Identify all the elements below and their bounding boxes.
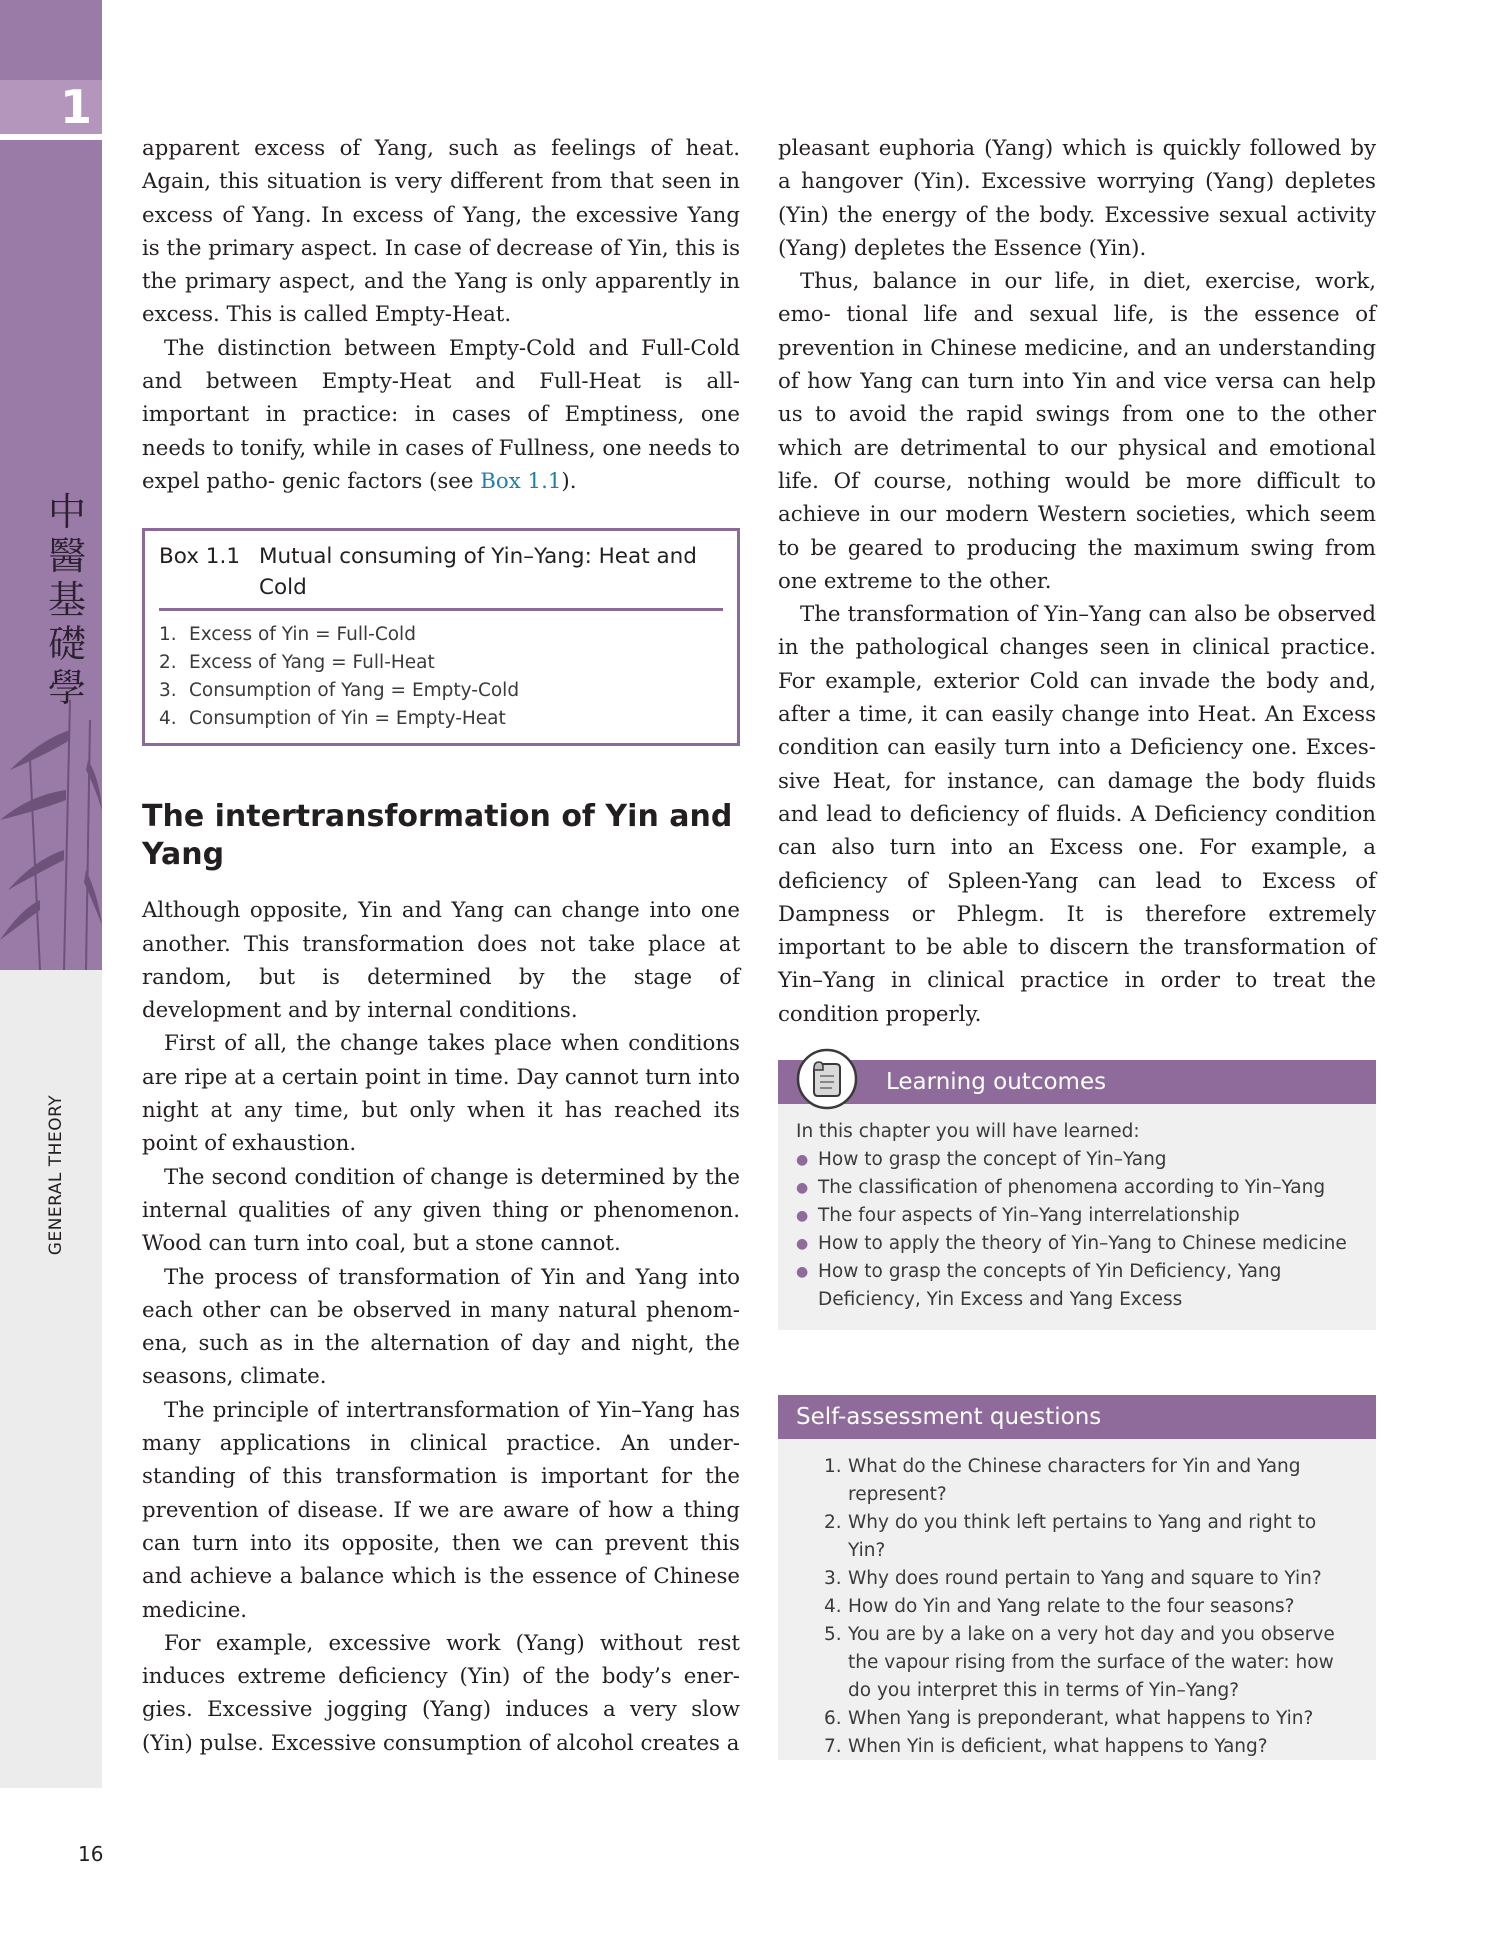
list-item	[796, 1230, 1358, 1258]
question-number: 7.	[824, 1736, 842, 1757]
question-number: 5.	[824, 1624, 842, 1645]
question-item	[824, 1621, 1358, 1705]
paragraph: Although opposite, Yin and Yang can change into one another. This transformation does not take place at random, but is determined by the stage of development and by internal conditions.	[142, 898, 740, 1024]
calligraphy-char: 基	[47, 578, 86, 622]
paragraph-text: ).	[561, 468, 577, 494]
question-text: You are by a lake on a very hot day and you observe the vapour rising from the surface of the water: how do you interpret this in terms of Yin–Yang?	[848, 1624, 1335, 1701]
question-text: How do Yin and Yang relate to the four seasons?	[848, 1596, 1295, 1617]
question-item	[824, 1593, 1358, 1621]
bullet-icon: ●	[796, 1264, 809, 1280]
list-item-text: How to grasp the concepts of Yin Deficiency, Yang Deficiency, Yin Excess and Yang Excess	[818, 1261, 1282, 1310]
paragraph: The transformation of Yin–Yang can also be observed in the pathological changes seen in clinical practice. For example, exterior Cold can invade the body and, after a time, it can easily change into Heat. An Excess condition can easily turn into a Deficiency one. Exces- sive Heat, for instance, can damage the body fluids and lead to deficiency of fluids. A Deficiency condition can also turn into an Excess one. For example, a deficiency of Spleen-Yang can lead to Excess of Dampness or Phlegm. It is therefore extremely important to be able to discern the transformation of Yin–Yang in clinical practice in order to treat the condition properly.	[778, 602, 1376, 1027]
box-list-item	[159, 621, 723, 649]
box-title	[159, 541, 723, 603]
left-column	[142, 132, 740, 1760]
list-item	[796, 1146, 1358, 1174]
calligraphy-char: 醫	[47, 534, 86, 578]
paragraph: apparent excess of Yang, such as feelings of heat. Again, this situation is very different from that seen in excess of Yang. In excess of Yang, the excessive Yang is the primary aspect. In case of decrease of Yin, this is the primary aspect, and the Yang is only apparently in excess. This is called Empty-Heat.	[142, 136, 740, 328]
learning-outcomes-panel	[778, 1060, 1376, 1330]
calligraphy-char: 礎	[47, 622, 86, 666]
item-number: 3.	[159, 680, 177, 702]
paragraph: The process of transformation of Yin and Yang into each other can be observed in many natural phenom- ena, such as in the alternation of day and night, the seasons, climate.	[142, 1264, 740, 1390]
calligraphy-title	[44, 490, 90, 710]
list-item	[796, 1202, 1358, 1230]
bullet-icon: ●	[796, 1152, 809, 1168]
paragraph-text: The distinction between Empty-Cold and Full-Cold and between Empty-Heat and Full-Heat is all-important in practice: in cases of Emptiness, one needs to tonify, while in cases of Fullness, one needs to expel patho- genic factors (see	[142, 335, 740, 494]
list-item-text: How to apply the theory of Yin–Yang to Chinese medicine	[818, 1233, 1347, 1254]
question-number: 1.	[824, 1456, 842, 1477]
box-title-text: Mutual consuming of Yin–Yang: Heat and Cold	[259, 544, 697, 601]
learning-outcomes-body	[778, 1104, 1376, 1314]
bamboo-illustration	[0, 700, 102, 970]
box-list-item	[159, 705, 723, 733]
box-divider	[159, 608, 723, 611]
paragraph: The principle of intertransformation of Yin–Yang has many applications in clinical practice. An under- standing of this transformation is important for the prevention of disease. If we are aware of how a thing can turn into its opposite, then we can prevent this and achieve a balance which is the essence of Chinese medicine.	[142, 1397, 740, 1623]
question-text: What do the Chinese characters for Yin and Yang represent?	[848, 1456, 1301, 1505]
self-assessment-title: Self-assessment questions	[796, 1404, 1102, 1430]
paragraph	[142, 332, 740, 498]
question-number: 4.	[824, 1596, 842, 1617]
right-column	[778, 132, 1376, 1031]
box-list-item	[159, 649, 723, 677]
box-1-1	[142, 528, 740, 746]
item-text: Excess of Yang = Full-Heat	[189, 652, 435, 674]
box-reference-link[interactable]: Box 1.1	[480, 468, 562, 494]
calligraphy-char: 中	[47, 490, 86, 534]
learning-outcomes-header	[778, 1060, 1376, 1104]
question-number: 2.	[824, 1512, 842, 1533]
item-number: 4.	[159, 708, 177, 730]
calligraphy-char: 學	[47, 666, 86, 710]
self-assessment-header	[778, 1395, 1376, 1439]
bullet-icon: ●	[796, 1208, 809, 1224]
learning-outcomes-list	[796, 1146, 1358, 1314]
question-list	[796, 1453, 1358, 1761]
list-item	[796, 1258, 1358, 1314]
item-text: Excess of Yin = Full-Cold	[189, 624, 416, 646]
self-assessment-body	[778, 1439, 1376, 1761]
box-number: Box 1.1	[159, 544, 240, 570]
self-assessment-panel	[778, 1395, 1376, 1760]
list-item-text: The classification of phenomena according to Yin–Yang	[818, 1177, 1326, 1198]
paragraph: Thus, balance in our life, in diet, exercise, work, emo- tional life and sexual life, is the essence of prevention in Chinese medicine, and an understanding of how Yang can turn into Yin and vice versa can help us to avoid the rapid swings from one to the other which are detrimental to our physical and emotional life. Of course, nothing would be more difficult to achieve in our modern Western societies, which seem to be geared to producing the maximum swing from one extreme to the other.	[778, 269, 1376, 594]
list-item	[796, 1174, 1358, 1202]
list-item-text: How to grasp the concept of Yin–Yang	[818, 1149, 1167, 1170]
question-item	[824, 1453, 1358, 1509]
learning-outcomes-intro: In this chapter you will have learned:	[796, 1121, 1140, 1142]
paragraph: The second condition of change is determined by the internal qualities of any given thing or phenomenon. Wood can turn into coal, but a stone cannot.	[142, 1164, 740, 1257]
box-list	[159, 621, 723, 733]
box-list-item	[159, 677, 723, 705]
sidebar-lower-band	[0, 970, 102, 1788]
section-heading: The intertransformation of Yin and Yang	[142, 799, 733, 873]
scroll-icon	[796, 1048, 858, 1110]
question-item	[824, 1565, 1358, 1593]
question-item	[824, 1705, 1358, 1733]
question-item	[824, 1733, 1358, 1761]
paragraph: For example, excessive work (Yang) without rest induces extreme deficiency (Yin) of the body’s ener- gies. Excessive jogging (Yang) induces a very slow (Yin) pulse. Excessive consumption of alcohol creates a	[142, 1630, 740, 1756]
question-number: 3.	[824, 1568, 842, 1589]
question-text: Why does round pertain to Yang and square to Yin?	[848, 1568, 1322, 1589]
question-number: 6.	[824, 1708, 842, 1729]
list-item-text: The four aspects of Yin–Yang interrelationship	[818, 1205, 1240, 1226]
item-text: Consumption of Yin = Empty-Heat	[189, 708, 506, 730]
bullet-icon: ●	[796, 1236, 809, 1252]
item-number: 2.	[159, 652, 177, 674]
paragraph: First of all, the change takes place when conditions are ripe at a certain point in time. Day cannot turn into night at any time, but only when it has reached its point of exhaustion.	[142, 1031, 740, 1157]
question-text: Why do you think left pertains to Yang and right to Yin?	[848, 1512, 1317, 1561]
paragraph: pleasant euphoria (Yang) which is quickly followed by a hangover (Yin). Excessive worrying (Yang) depletes (Yin) the energy of the body. Excessive sexual activity (Yang) depletes the Essence (Yin).	[778, 136, 1376, 261]
page-number: 16	[78, 1842, 104, 1866]
bullet-icon: ●	[796, 1180, 809, 1196]
chapter-number-tab: 1	[0, 80, 102, 134]
question-text: When Yang is preponderant, what happens to Yin?	[848, 1708, 1314, 1729]
sidebar-header-band	[0, 0, 102, 80]
question-item	[824, 1509, 1358, 1565]
item-number: 1.	[159, 624, 177, 646]
learning-outcomes-title: Learning outcomes	[886, 1069, 1107, 1095]
question-text: When Yin is deficient, what happens to Yang?	[848, 1736, 1268, 1757]
section-running-title: GENERAL THEORY	[46, 1094, 66, 1256]
item-text: Consumption of Yang = Empty-Cold	[189, 680, 520, 702]
